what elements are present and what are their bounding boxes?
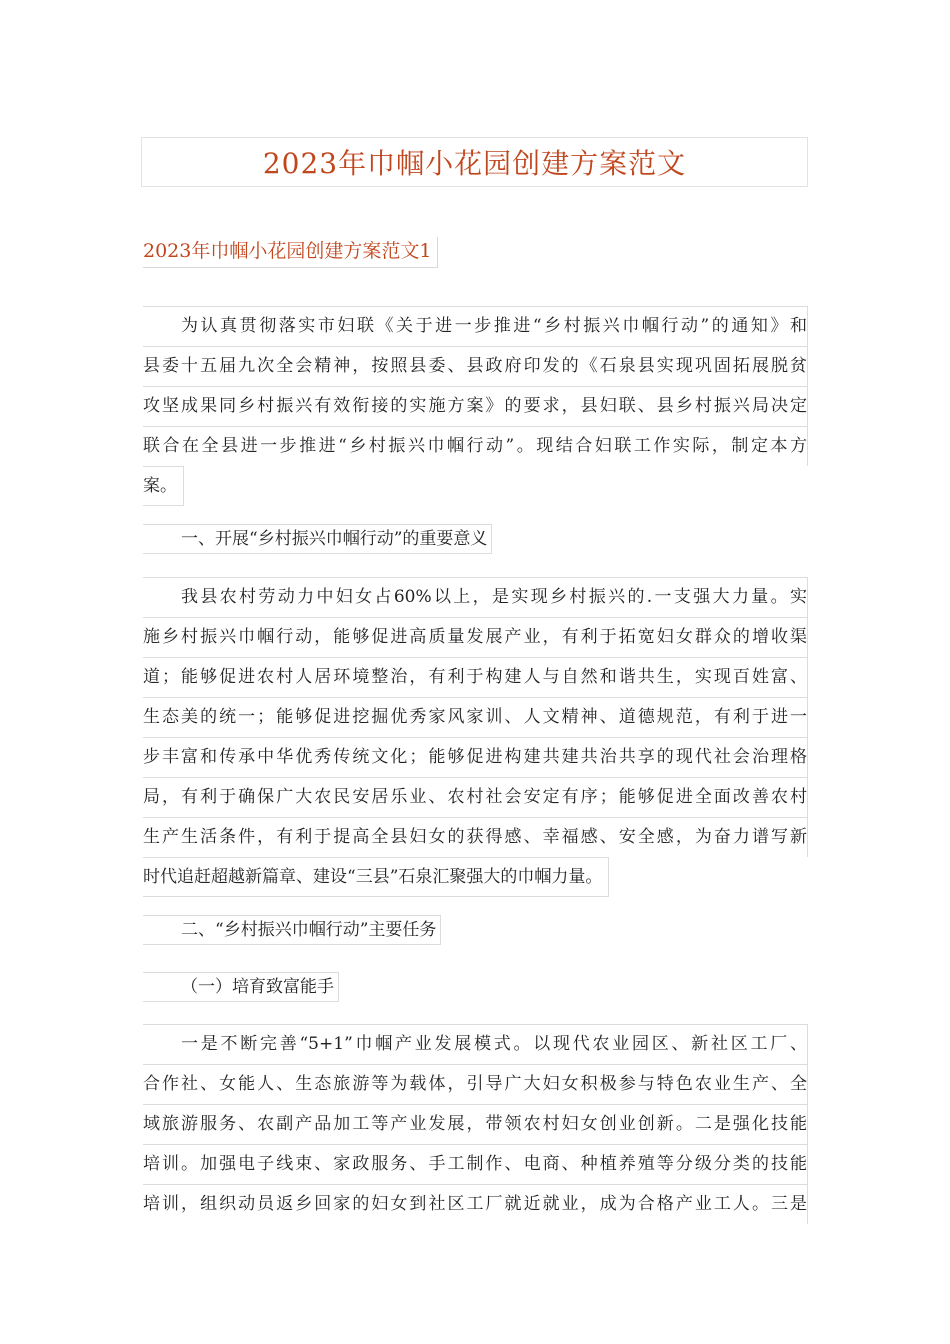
title-frame (141, 137, 808, 187)
paragraph-line: 我县农村劳动力中妇女占60%以上，是实现乡村振兴的.一支强大力量。实 (143, 577, 808, 617)
paragraph-line: 生态美的统一；能够促进挖掘优秀家风家训、人文精神、道德规范，有利于进一 (143, 697, 808, 737)
paragraph-line: 合作社、女能人、生态旅游等为载体，引导广大妇女积极参与特色农业生产、全 (143, 1064, 808, 1104)
paragraph-line: 时代追赶超越新篇章、建设“三县”石泉汇聚强大的巾帼力量。 (143, 857, 609, 897)
paragraph-line: 一是不断完善“5+1”巾帼产业发展模式。以现代农业园区、新社区工厂、 (143, 1024, 808, 1064)
paragraph-line: 域旅游服务、农副产品加工等产业发展，带领农村妇女创业创新。二是强化技能 (143, 1104, 808, 1144)
paragraph-line: 局，有利于确保广大农民安居乐业、农村社会安定有序；能够促进全面改善农村 (143, 777, 808, 817)
paragraph-line: 联合在全县进一步推进“乡村振兴巾帼行动”。现结合妇联工作实际，制定本方 (143, 426, 808, 466)
section-heading-1: 一、开展“乡村振兴巾帼行动”的重要意义 (143, 524, 492, 554)
paragraph-line: 攻坚成果同乡村振兴有效衔接的实施方案》的要求，县妇联、县乡村振兴局决定 (143, 386, 808, 426)
paragraph-line: 生产生活条件，有利于提高全县妇女的获得感、幸福感、安全感，为奋力谱写新 (143, 817, 808, 857)
paragraph-line: 步丰富和传承中华优秀传统文化；能够促进构建共建共治共享的现代社会治理格 (143, 737, 808, 777)
paragraph-line: 施乡村振兴巾帼行动，能够促进高质量发展产业，有利于拓宽妇女群众的增收渠 (143, 617, 808, 657)
paragraph-line: 为认真贯彻落实市妇联《关于进一步推进“乡村振兴巾帼行动”的通知》和 (143, 306, 808, 346)
paragraph-line: 县委十五届九次全会精神，按照县委、县政府印发的《石泉县实现巩固拓展脱贫 (143, 346, 808, 386)
paragraph-3 (143, 1024, 808, 1224)
paragraph-line: 培训，组织动员返乡回家的妇女到社区工厂就近就业，成为合格产业工人。三是 (143, 1184, 808, 1224)
paragraph-2 (143, 577, 808, 901)
paragraph-line: 培训。加强电子线束、家政服务、手工制作、电商、种植养殖等分级分类的技能 (143, 1144, 808, 1184)
section-subtitle: 2023年巾帼小花园创建方案范文1 (143, 237, 438, 268)
paragraph-line: 案。 (143, 466, 184, 506)
document-title: 2023年巾帼小花园创建方案范文 (262, 147, 687, 180)
paragraph-line: 道；能够促进农村人居环境整治，有利于构建人与自然和谐共生，实现百姓富、 (143, 657, 808, 697)
paragraph-1 (143, 306, 808, 510)
section-heading-2: 二、“乡村振兴巾帼行动”主要任务 (143, 915, 441, 945)
subsection-heading-1: （一）培育致富能手 (143, 972, 339, 1002)
